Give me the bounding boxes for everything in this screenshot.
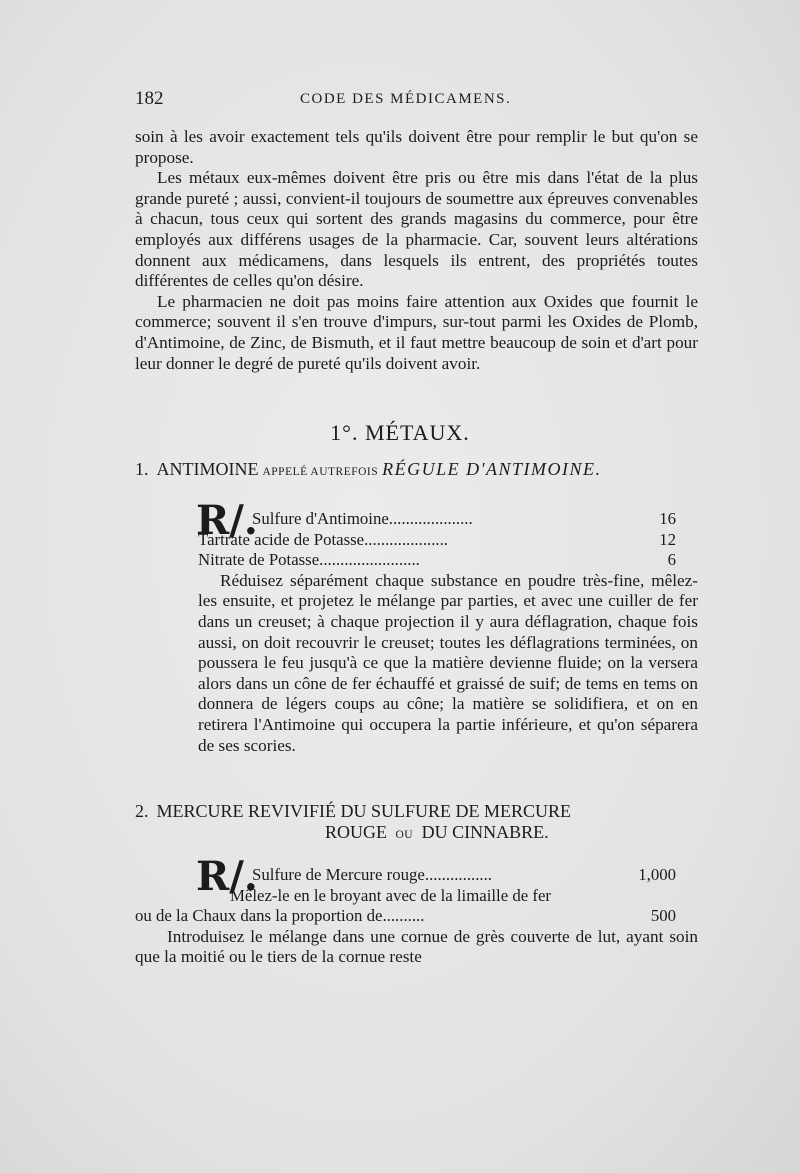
ingredient-quantity: 500 — [650, 906, 676, 926]
ingredient-name: Nitrate de Potasse........................ — [198, 550, 420, 570]
page-header — [135, 88, 698, 110]
section-title: 1°. MÉTAUX. — [330, 420, 470, 445]
recipe-symbol-icon: R/. — [196, 853, 258, 900]
page-number: 182 — [135, 88, 164, 109]
intro-paragraph-2: Les métaux eux-mêmes doivent être pris ou être mis dans l'état de la plus grande pureté ; aussi, convient-il toujours de soumettre aux épreuves convenables à chacun, tous ceux qui sortent des grands magasins du commerce, pour être employés aux différens usages de la pharmacie. Car, souvent leurs altérations donnent aux médicamens, dans lesquels ils entrent, des propriétés toutes différentes de celles qu'on désire. — [135, 168, 698, 291]
ingredient-quantity: 16 — [659, 509, 676, 528]
item-2-title-line-1: MERCURE REVIVIFIÉ DU SULFURE DE MERCURE — [156, 801, 572, 821]
item-1-name: ANTIMOINE — [156, 459, 259, 479]
ingredient-line: Mêlez-le en le broyant avec de la limaille de fer — [230, 885, 552, 905]
item-1-instructions: Réduisez séparément chaque substance en poudre très-fine, mêlez-les ensuite, et projetez le mélange par parties, et avec une cuiller de fer dans un creuset; à chaque projection il y aura déflagration, chaque fois aussi, on doit recouvrir le creuset; toutes les déflagrations terminées, on poussera le feu jusqu'à ce que la matière devienne fluide; on la versera alors dans un cône de fer échauffé et graissé de suif; de tems en tems on donnera de légers coups au cône; la matière se solidifiera, et on en retirera l'Antimoine qui occupera la partie inférieure, et qu'on séparera de ses scories. — [198, 570, 698, 755]
item-2-recipe — [135, 853, 698, 968]
item-1-alt-name: RÉGULE D'ANTIMOINE. — [382, 459, 602, 479]
ingredient-row — [198, 509, 698, 530]
item-1-small-caps: APPELÉ AUTREFOIS — [262, 466, 379, 478]
recipe-symbol-icon: R/. — [196, 497, 258, 544]
item-2-instructions: Introduisez le mélange dans une cornue de grès couverte de lut, ayant soin que la moitié ou le tiers de la cornue reste — [135, 926, 698, 967]
ingredient-row — [198, 530, 698, 551]
ingredient-continuation — [198, 886, 698, 907]
ingredient-name: ou de la Chaux dans la proportion de.......... — [135, 906, 425, 926]
ingredient-quantity: 1,000 — [638, 865, 676, 884]
ingredient-row — [135, 906, 698, 927]
ingredient-name: Sulfure d'Antimoine.................... — [252, 509, 473, 528]
intro-text — [135, 127, 698, 374]
item-1-recipe — [196, 497, 698, 756]
ingredient-name: Tartrate acide de Potasse.................... — [198, 529, 448, 549]
ingredient-quantity: 6 — [667, 550, 676, 570]
item-1-title — [135, 459, 602, 480]
ingredient-name: Sulfure de Mercure rouge................ — [252, 865, 492, 884]
ingredient-row — [198, 550, 698, 571]
ingredient-quantity: 12 — [659, 529, 676, 549]
item-2-title-line-2 — [135, 822, 698, 843]
intro-paragraph-3: Le pharmacien ne doit pas moins faire attention aux Oxides que fournit le commerce; souvent il s'en trouve d'impurs, sur-tout parmi les Oxides de Plomb, d'Antimoine, de Zinc, de Bismuth, et il faut mettre beaucoup de soin et d'art pour leur donner le degré de pureté qu'ils doivent avoir. — [135, 291, 698, 373]
item-2-number: 2. — [135, 801, 149, 821]
running-title: CODE DES MÉDICAMENS. — [300, 91, 512, 107]
intro-paragraph-1: soin à les avoir exactement tels qu'ils doivent être pour remplir le but qu'on se propose. — [135, 127, 698, 167]
item-2-title — [135, 801, 698, 843]
item-2-title-rouge: ROUGE — [325, 822, 387, 842]
item-2-title-ou: OU — [395, 829, 414, 841]
item-2-title-cinnabre: DU CINNABRE. — [421, 822, 549, 842]
ingredient-row — [198, 865, 698, 886]
item-1-number: 1. — [135, 459, 149, 479]
